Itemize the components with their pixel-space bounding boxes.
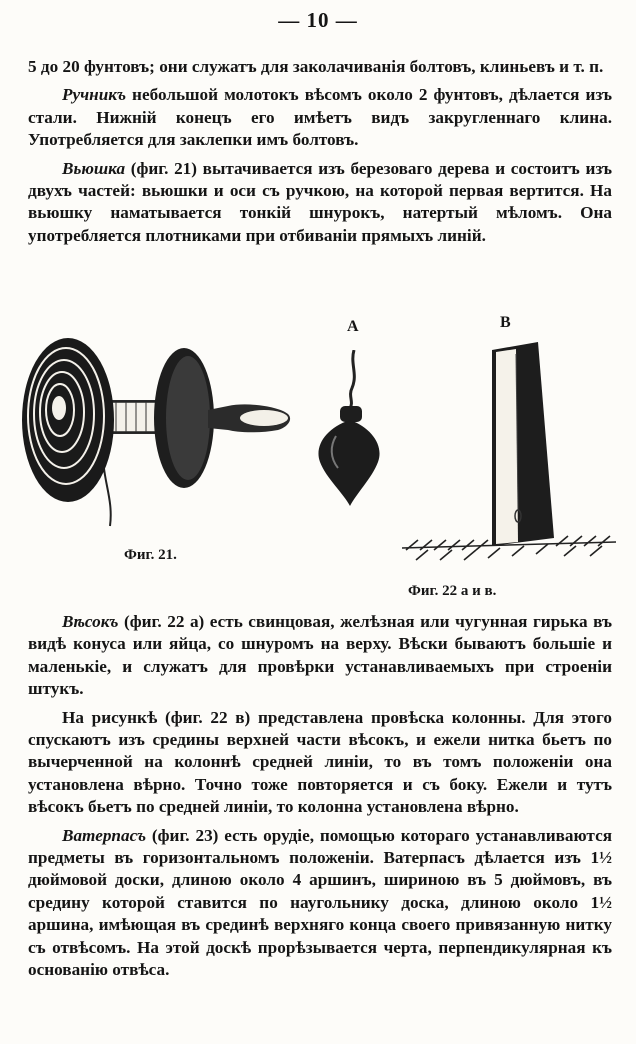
paragraph-vyushka (28, 158, 612, 248)
term-vyushka: Вьюшка (62, 158, 126, 178)
paragraph-text: небольшой молотокъ вѣсомъ около 2 фунтовъ, дѣлается изъ стали. Нижній конецъ его имѣетъ видъ закругленнаго клина. Употребляется для заклепки имъ болтовъ. (28, 85, 612, 150)
page-number: — 10 — (278, 8, 358, 32)
figure-21-caption: Фиг. 21. (124, 547, 177, 563)
paragraph-text: 5 до 20 фунтовъ; они служатъ для заколачиванія болтовъ, клиньевъ и т. п. (28, 57, 604, 76)
term-vaterpas: Ватерпасъ (62, 825, 147, 845)
paragraph-text: (фиг. 22 а) есть свинцовая, желѣзная или чугунная гирька въ видѣ конуса или яйца, со шнуромъ на верху. Вѣски бываютъ большіе и маленькіе, и служатъ для провѣрки устанавливаемыхъ при строеніи штукъ. (28, 612, 612, 699)
figure-22-caption: Фиг. 22 а и в. (408, 583, 497, 599)
paragraph-text: (фиг. 21) вытачивается изъ березоваго дерева и состоитъ изъ двухъ частей: вьюшки и оси съ ручкою, на которой первая вертится. На вьюшку наматывается тонкій шнурокъ, натертый мѣломъ. Она употребляется плотниками при отбиваніи прямыхъ линій. (28, 158, 612, 245)
paragraph-continued (28, 56, 612, 78)
figure-22-label-a: А (347, 318, 359, 335)
paragraph-ruchnik (28, 84, 612, 151)
paragraph-text: (фиг. 23) есть орудіе, помощью котораго устанавливаются предметы въ горизонтальномъ положеніи. Ватерпасъ дѣлается изъ 1½ дюймовой доски, длиною около 4 аршинъ, шириною въ 5 дюймовъ, въ средину которой ставится по наугольнику доска, длиною около 1½ аршина, имѣющая въ срединѣ верхняго конца своего привязанную нитку съ отвѣсомъ. На этой доскѣ прорѣзывается черта, перпендикулярная къ основанію отвѣса. (28, 825, 612, 980)
figure-22b-column-illustration (396, 334, 622, 578)
text-block-bottom (28, 611, 612, 988)
paragraph-vesok (28, 611, 612, 701)
figure-22a-plumb-bob-illustration (310, 350, 390, 510)
term-ruchnik: Ручникъ (62, 85, 127, 105)
term-vesok: Вѣсокъ (62, 612, 119, 631)
text-block-top (28, 56, 612, 253)
figure-22-label-b: В (500, 314, 511, 331)
paragraph-column-check (28, 707, 612, 819)
paragraph-text: На рисункѣ (фиг. 22 в) представлена провѣска колонны. Для этого спускаютъ изъ средины верхней части вѣсокъ, и ежели нитка бьетъ по вычерченной на колоннѣ средней линіи, то въ томъ положеніи она установлена вѣрно. Точно тоже повторяется и съ боку. Ежели и тутъ вѣсокъ бьетъ по средней линіи, то колонна установлена вѣрно. (28, 707, 612, 817)
figure-21-reel-illustration (16, 336, 312, 536)
paragraph-vaterpas (28, 825, 612, 982)
